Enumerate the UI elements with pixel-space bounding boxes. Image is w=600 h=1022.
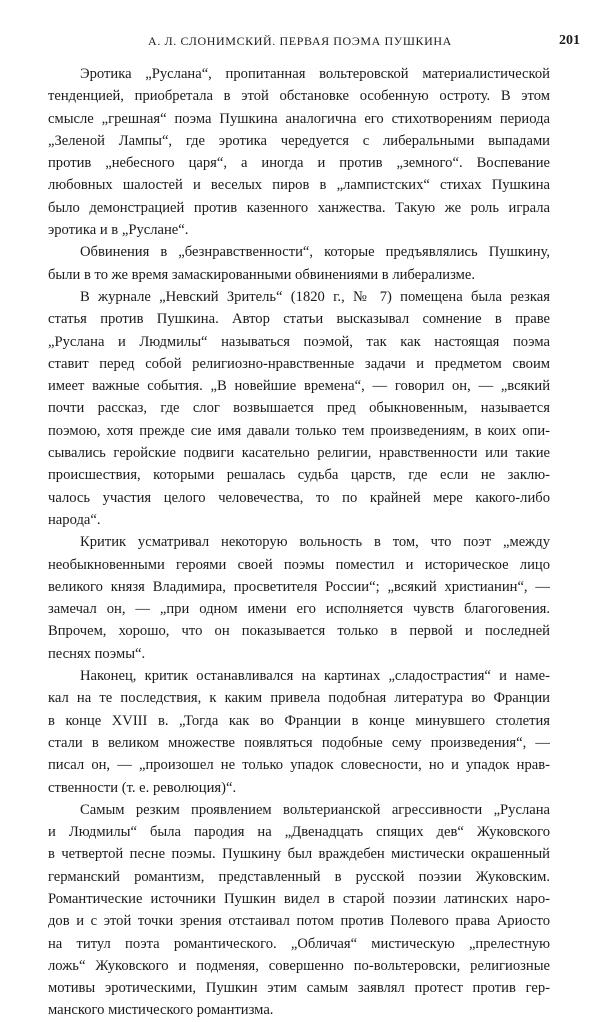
text-line: Критик усматривал некоторую вольность в том, что поэт „между bbox=[80, 534, 550, 551]
text-line: смысле „грешная“ поэма Пушкина аналогична его стихотворениям периода bbox=[48, 110, 550, 127]
paragraph bbox=[48, 531, 550, 665]
text-line: сывались геройские подвиги касательно религии, нравственности или такие bbox=[48, 445, 550, 462]
text-line: имеет важные события. „В новейшие времена“, — говорил он, — „всякий bbox=[48, 378, 550, 395]
text-line: чалось участия целого человечества, то по крайней мере какого-либо bbox=[48, 489, 550, 506]
text-line: статья против Пушкина. Автор статьи высказывал сомнение в праве bbox=[48, 311, 550, 328]
text-line: были в то же время замаскированными обвинениями в либерализме. bbox=[48, 266, 476, 283]
paragraph bbox=[48, 799, 550, 1022]
text-line: „Руслана и Людмилы“ называться поэмой, так как настоящая поэма bbox=[48, 333, 550, 350]
text-line: Самым резким проявлением вольтерианской агрессивности „Руслана bbox=[80, 801, 550, 818]
text-line: эротика и в „Руслане“. bbox=[48, 222, 189, 239]
text-line: почти рассказ, где слог возвышается пред обыкновенным, называется bbox=[48, 400, 550, 417]
paragraph bbox=[48, 286, 550, 531]
text-line: манского мистического романтизма. bbox=[48, 1002, 274, 1019]
text-line: мотивы эротическими, Пушкин этим самым заявлял протест против гер- bbox=[48, 980, 550, 997]
text-line: ставит перед собой религиозно-нравственные задачи и предметом своим bbox=[48, 355, 550, 372]
text-line: дов и с этой точки зрения отстаивал потом против Полевого права Ариосто bbox=[48, 913, 550, 930]
text-line: любовных шалостей и веселых пиров в „лампистских“ стихах Пушкина bbox=[48, 177, 550, 194]
text-line: „Зеленой Лампы“, где эротика чередуется с либеральными выпадами bbox=[48, 132, 550, 149]
text-line: происшествия, которыми решалась судьба царств, где если не заклю- bbox=[48, 467, 550, 484]
page-number: 201 bbox=[559, 33, 580, 48]
text-line: германский романтизм, представленный в русской поэзии Жуковским. bbox=[48, 868, 550, 885]
text-line: ственности (т. е. революция)“. bbox=[48, 779, 237, 796]
running-title: А. Л. СЛОНИМСКИЙ. ПЕРВАЯ ПОЭМА ПУШКИНА bbox=[148, 34, 452, 48]
text-line: на титул поэта романтического. „Обличая“ мистическую „прелестную bbox=[48, 935, 550, 952]
text-line: ложь“ Жуковского и подменяя, совершенно по-вольтеровски, религиозные bbox=[48, 957, 550, 974]
text-line: стали в великом множестве появляться подобные сему произведения“, — bbox=[48, 734, 550, 751]
text-line: поэмою, хотя прежде сие имя давали только тем произведениям, в коих опи- bbox=[48, 422, 550, 439]
text-line: народа“. bbox=[48, 511, 101, 528]
text-line: и Людмилы“ была пародия на „Двенадцать спящих дев“ Жуковского bbox=[48, 824, 550, 841]
text-line: Наконец, критик останавливался на картинах „сладострастия“ и наме- bbox=[80, 668, 550, 685]
text-line: писал он, — „произошел не только упадок словесности, но и упадок нрав- bbox=[48, 757, 550, 774]
text-line: необыкновенными героями своей поэмы поместил и историческое лицо bbox=[48, 556, 550, 573]
paragraph bbox=[48, 241, 550, 286]
page-header bbox=[0, 34, 600, 54]
text-line: тенденцией, приобретала в этой обстановке особенную остроту. В этом bbox=[48, 88, 550, 105]
text-line: В журнале „Невский Зритель“ (1820 г., № 7) помещена была резкая bbox=[80, 288, 550, 305]
text-line: Впрочем, хорошо, что он показывается только в первой и последней bbox=[48, 623, 550, 640]
text-line: Эротика „Руслана“, пропитанная вольтеровской материалистической bbox=[80, 66, 550, 82]
text-line: против „небесного царя“, а иногда и против „земного“. Воспевание bbox=[48, 155, 550, 172]
text-line: в четвертой песне поэмы. Пушкину был враждебен мистически окрашенный bbox=[48, 846, 550, 863]
text-line: песнях поэмы“. bbox=[48, 645, 146, 662]
text-line: Романтические источники Пушкин видел в старой поэзии латинских наро- bbox=[48, 890, 550, 907]
text-line: Обвинения в „безнравственности“, которые предъявлялись Пушкину, bbox=[80, 244, 550, 261]
paragraph bbox=[48, 665, 550, 799]
text-line: замечал он, — „при одном имени его исполняется чувств благоговения. bbox=[48, 601, 550, 618]
text-line: было демонстрацией против казенного ханжества. Такую же роль играла bbox=[48, 199, 550, 216]
text-line: кал на те последствия, к каким привела подобная литература во Франции bbox=[48, 690, 550, 707]
text-line: в конце XVIII в. „Тогда как во Франции в конце минувшего столетия bbox=[48, 712, 550, 729]
text-line: великого князя Владимира, просветителя России“; „всякий христианин“, — bbox=[48, 578, 550, 595]
paragraph bbox=[48, 63, 550, 241]
body-text bbox=[48, 63, 550, 1022]
